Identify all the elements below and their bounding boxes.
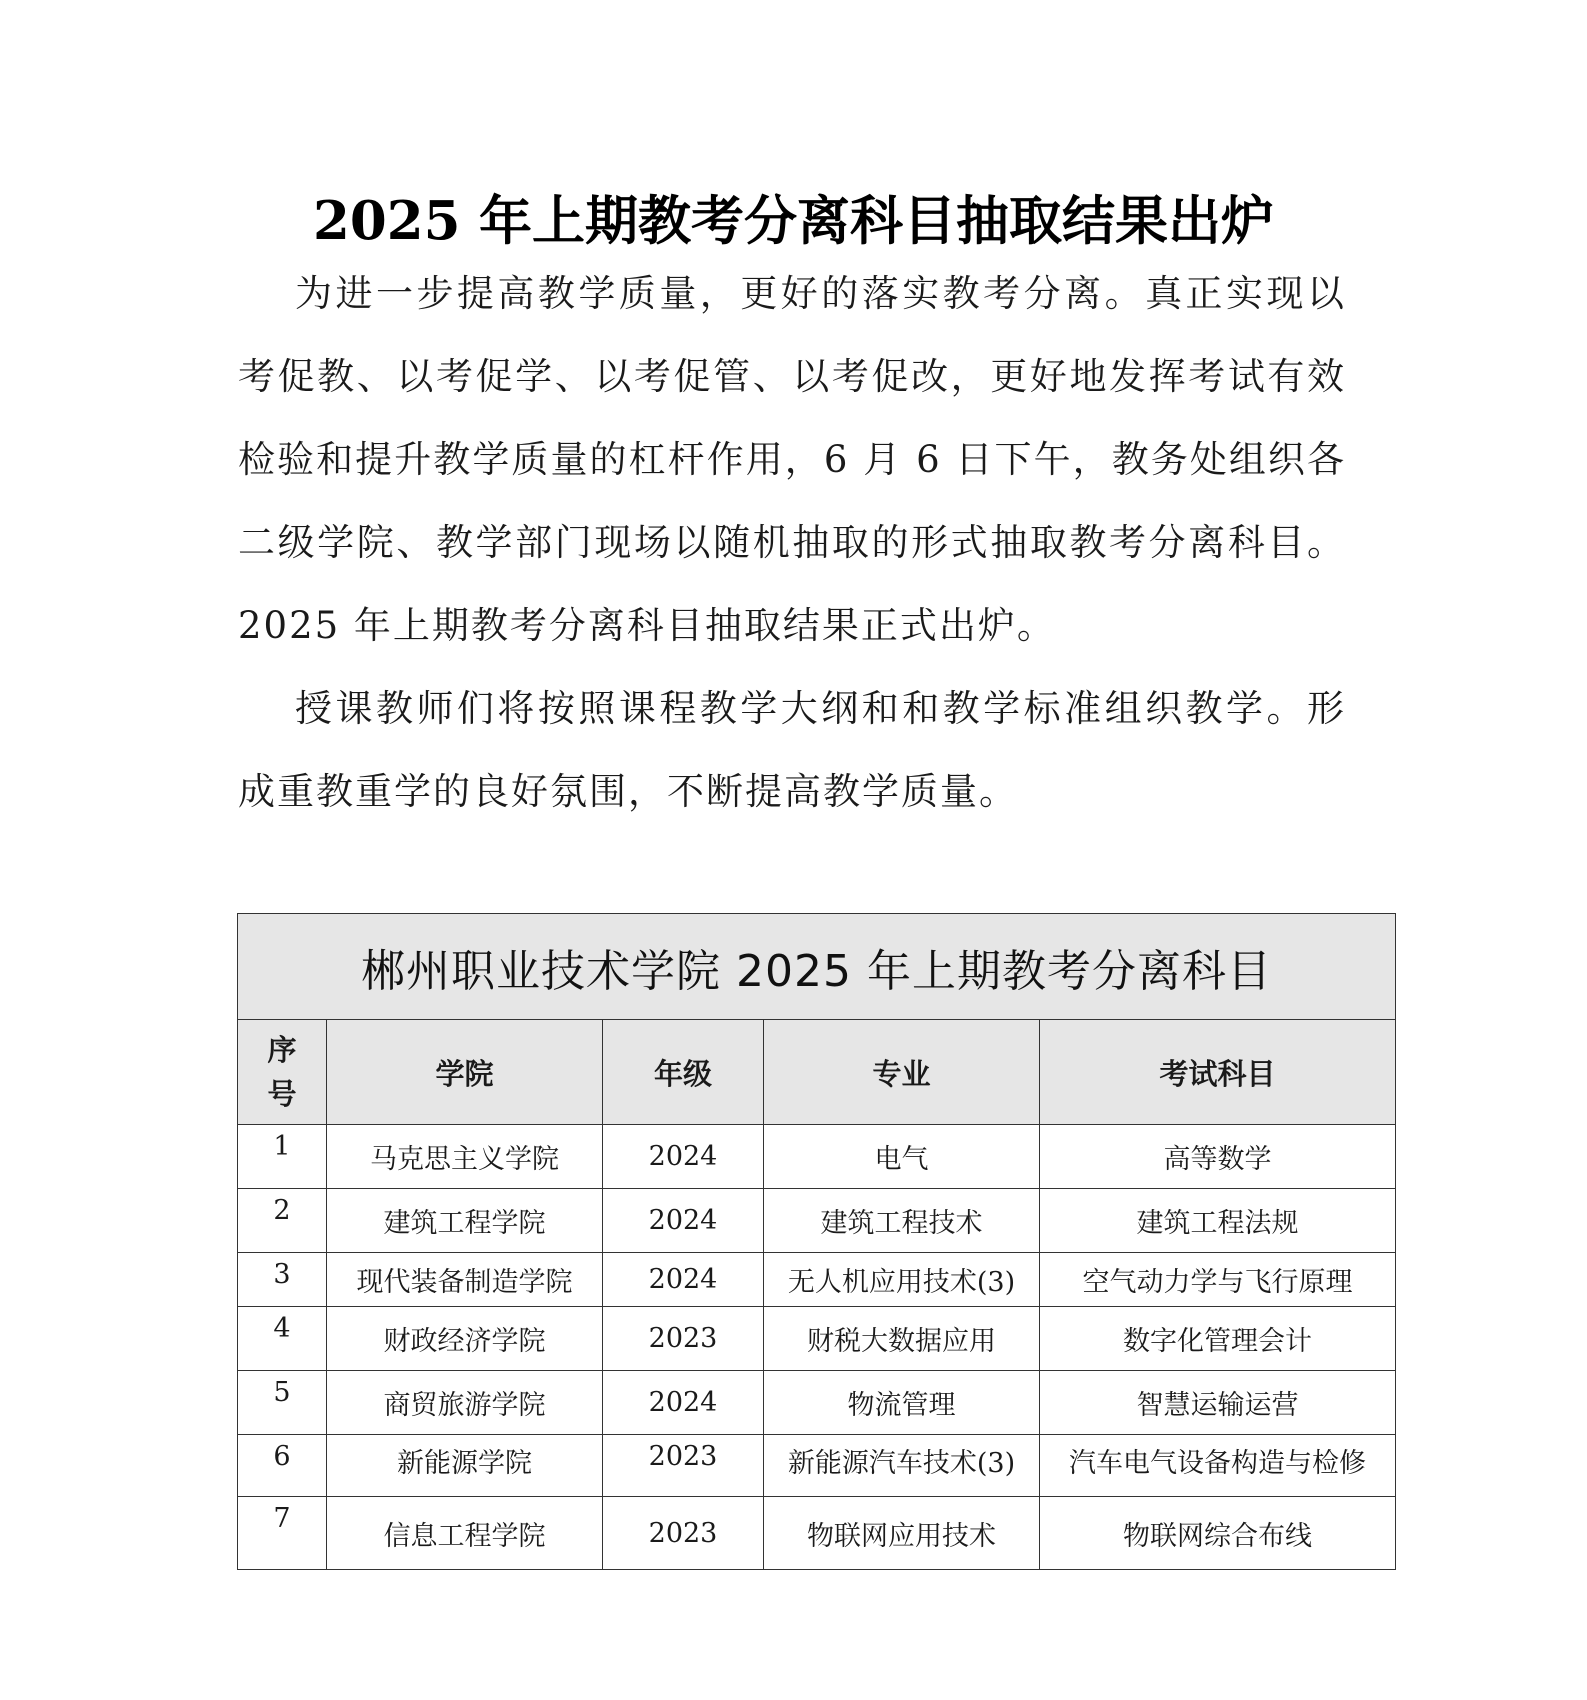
row-grade: 2023 xyxy=(603,1307,764,1371)
row-major: 无人机应用技术(3) xyxy=(764,1253,1040,1307)
row-college: 马克思主义学院 xyxy=(327,1125,603,1189)
row-college: 建筑工程学院 xyxy=(327,1189,603,1253)
row-index: 7 xyxy=(238,1497,327,1570)
table-row xyxy=(238,1189,1396,1253)
article-paragraph-1: 为进一步提高教学质量，更好的落实教考分离。真正实现以考促教、以考促学、以考促管、以考促改，更好地发挥考试有效检验和提升教学质量的杠杆作用，6 月 6 日下午，教务处组织各二级学院、教学部门现场以随机抽取的形式抽取教考分离科目。2025 年上期教考分离科目抽取结果正式出炉。 xyxy=(238,272,1346,647)
row-major: 财税大数据应用 xyxy=(764,1307,1040,1371)
row-index: 6 xyxy=(238,1435,327,1497)
table-caption: 郴州职业技术学院 2025 年上期教考分离科目 xyxy=(238,914,1396,1020)
row-major: 物联网应用技术 xyxy=(764,1497,1040,1570)
row-college: 新能源学院 xyxy=(327,1435,603,1497)
row-subject: 空气动力学与飞行原理 xyxy=(1040,1253,1396,1307)
article-title: 2025 年上期教考分离科目抽取结果出炉 xyxy=(313,189,1274,252)
row-major: 物流管理 xyxy=(764,1371,1040,1435)
row-index: 2 xyxy=(238,1189,327,1253)
table-header-row xyxy=(238,1020,1396,1125)
header-major: 专业 xyxy=(764,1020,1040,1125)
row-grade: 2024 xyxy=(603,1371,764,1435)
row-college: 信息工程学院 xyxy=(327,1497,603,1570)
row-grade: 2024 xyxy=(603,1253,764,1307)
row-major: 建筑工程技术 xyxy=(764,1189,1040,1253)
header-index-line1: 序 xyxy=(267,1033,297,1067)
header-index xyxy=(238,1020,327,1125)
results-table xyxy=(237,913,1396,1570)
row-subject: 汽车电气设备构造与检修 xyxy=(1040,1435,1396,1497)
row-grade: 2023 xyxy=(603,1435,764,1497)
row-index: 3 xyxy=(238,1253,327,1307)
header-college: 学院 xyxy=(327,1020,603,1125)
header-index-line2: 号 xyxy=(267,1077,297,1111)
table-row xyxy=(238,1307,1396,1371)
row-major: 新能源汽车技术(3) xyxy=(764,1435,1040,1497)
row-grade: 2024 xyxy=(603,1189,764,1253)
table-caption-row xyxy=(238,914,1396,1020)
row-subject: 数字化管理会计 xyxy=(1040,1307,1396,1371)
row-college: 财政经济学院 xyxy=(327,1307,603,1371)
row-subject: 物联网综合布线 xyxy=(1040,1497,1396,1570)
row-college: 商贸旅游学院 xyxy=(327,1371,603,1435)
row-grade: 2023 xyxy=(603,1497,764,1570)
table-row xyxy=(238,1435,1396,1497)
table-row xyxy=(238,1125,1396,1189)
row-index: 5 xyxy=(238,1371,327,1435)
row-index: 4 xyxy=(238,1307,327,1371)
header-subject: 考试科目 xyxy=(1040,1020,1396,1125)
row-subject: 建筑工程法规 xyxy=(1040,1189,1396,1253)
table-row xyxy=(238,1497,1396,1570)
row-index: 1 xyxy=(238,1125,327,1189)
row-grade: 2024 xyxy=(603,1125,764,1189)
row-subject: 高等数学 xyxy=(1040,1125,1396,1189)
row-major: 电气 xyxy=(764,1125,1040,1189)
header-grade: 年级 xyxy=(603,1020,764,1125)
row-college: 现代装备制造学院 xyxy=(327,1253,603,1307)
table-row xyxy=(238,1253,1396,1307)
row-subject: 智慧运输运营 xyxy=(1040,1371,1396,1435)
table-row xyxy=(238,1371,1396,1435)
article-paragraph-2: 授课教师们将按照课程教学大纲和和教学标准组织教学。形成重教重学的良好氛围，不断提高教学质量。 xyxy=(238,687,1346,813)
